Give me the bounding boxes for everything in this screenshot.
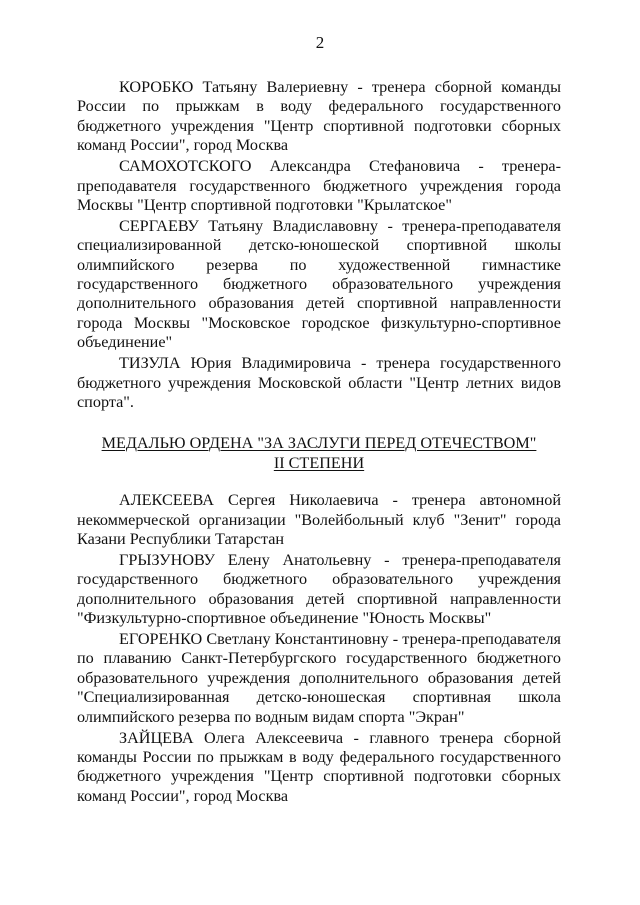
award-entry-tizul: ТИЗУЛА Юрия Владимировича - тренера государственного бюджетного учреждения Московской области "Центр летних видов спорта". xyxy=(77,354,561,411)
award-entry-gryzunova: ГРЫЗУНОВУ Елену Анатольевну - тренера-преподавателя государственного бюджетного образовательного учреждения дополнительного образования детей спортивной направленности "Физкультурно-спортивное объединение "Юность Москвы" xyxy=(77,550,561,628)
page-number: 2 xyxy=(315,33,325,52)
award-entry-samokhotsky: САМОХОТСКОГО Александра Стефановича - тренера-преподавателя государственного бюджетного учреждения города Москвы "Центр спортивной подготовки "Крылатское" xyxy=(77,157,561,214)
award-entry-sergaeva: СЕРГАЕВУ Татьяну Владиславовну - тренера-преподавателя специализированной детско-юношеской спортивной школы олимпийского резерва по художественной гимнастике государственного бюджетного образовательного учреждения дополнительного образования детей спортивной направленности города Москвы "Московское городское физкультурно-спортивное объединение" xyxy=(77,216,561,352)
section-heading-line1: МЕДАЛЬЮ ОРДЕНА "ЗА ЗАСЛУГИ ПЕРЕД ОТЕЧЕСТВОМ" xyxy=(101,434,537,453)
section-heading-line2: II СТЕПЕНИ xyxy=(273,453,365,472)
document-body xyxy=(77,78,561,808)
award-entry-egorenko: ЕГОРЕНКО Светлану Константиновну - тренера-преподавателя по плаванию Санкт-Петербургского государственного бюджетного образовательного учреждения дополнительного образования детей "Специализированная детско-юношеская спортивная школа олимпийского резерва по водным видам спорта "Экран" xyxy=(77,630,561,726)
section-heading xyxy=(77,434,561,473)
award-entry-alekseev: АЛЕКСЕЕВА Сергея Николаевича - тренера автономной некоммерческой организации "Волейбольный клуб "Зенит" города Казани Республики Татарстан xyxy=(77,491,561,549)
award-entry-korobko: КОРОБКО Татьяну Валериевну - тренера сборной команды России по прыжкам в воду федерального государственного бюджетного учреждения "Центр спортивной подготовки сборных команд России", город Москва xyxy=(77,78,561,155)
award-entry-zaitsev: ЗАЙЦЕВА Олега Алексеевича - главного тренера сборной команды России по прыжкам в воду федерального государственного бюджетного учреждения "Центр спортивной подготовки сборных команд России", город Москва xyxy=(77,728,561,805)
